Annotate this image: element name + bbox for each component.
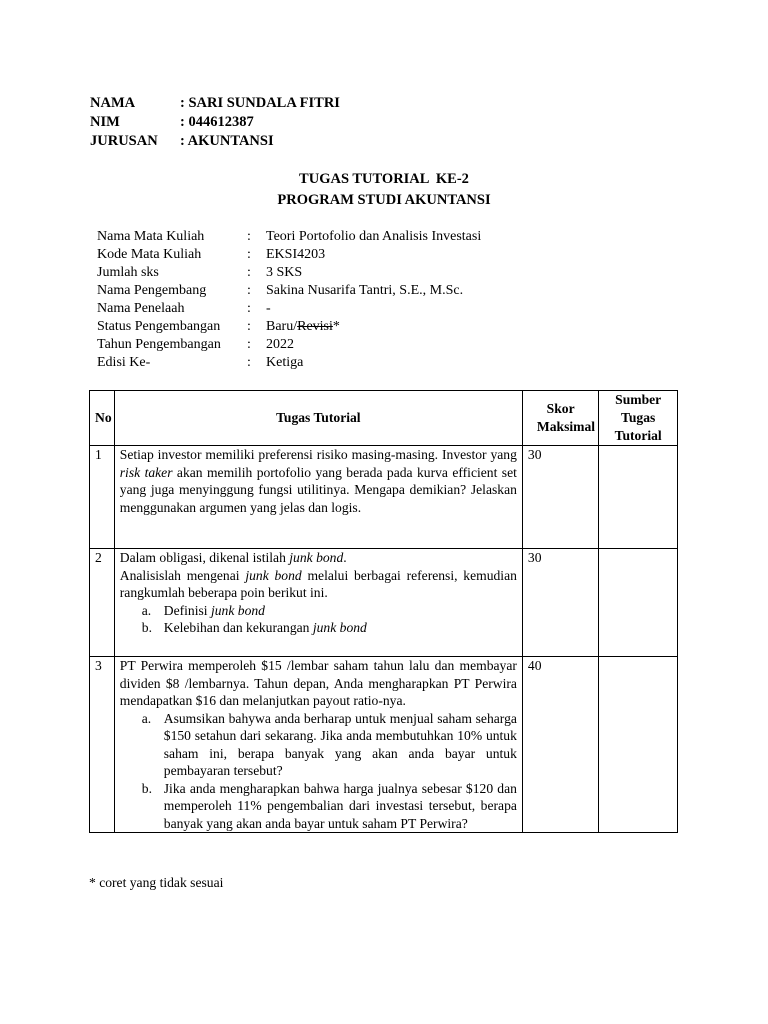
course-field-value: 2022	[266, 337, 294, 352]
text-run: Dalam obligasi, dikenal istilah	[119, 550, 290, 565]
text-run-italic: junk bond	[289, 550, 344, 565]
task-paragraph	[120, 446, 517, 516]
title-line-1: TUGAS TUTORIAL KE-2	[299, 171, 469, 187]
course-field-separator: :	[247, 283, 251, 298]
list-marker: a.	[141, 602, 152, 618]
course-field-label: Edisi Ke-	[97, 355, 151, 370]
list-item	[141, 710, 517, 780]
text-run: melalui berbagai referensi, kemudian rangkumlah beberapa poin berikut ini.	[119, 567, 517, 600]
document-title	[0, 169, 768, 211]
task-score: 30	[522, 446, 598, 549]
task-number: 3	[90, 657, 115, 833]
status-new: Baru/	[266, 319, 298, 334]
status-revision-struck: Revisi	[297, 319, 333, 334]
table-row	[90, 549, 678, 657]
course-field-separator: :	[247, 337, 251, 352]
student-nim-row	[90, 113, 340, 132]
student-field-value: : SARI SUNDALA FITRI	[180, 95, 340, 111]
text-run: .	[343, 550, 347, 565]
text-run: Asumsikan bahywa anda berharap untuk menjual saham seharga $150 setahun dari sekarang. Jika anda membutuhkan 10% untuk saham ini, berapa banyak yang akan anda bayar untuk pembayaran tersebut?	[163, 710, 517, 778]
list-item	[141, 780, 517, 833]
text-run-italic: junk bond	[210, 602, 265, 618]
footnote: * coret yang tidak sesuai	[89, 875, 224, 890]
list-marker: b.	[141, 620, 152, 635]
task-source	[599, 549, 678, 657]
course-field-label: Status Pengembangan	[97, 319, 221, 334]
text-run-italic: junk bond	[312, 620, 367, 635]
text-run: PT Perwira memperoleh $15 /lembar saham tahun lalu dan membayar dividen $8 /lembarnya. Tahun depan, Anda mengharapkan PT Perwira mendapatkan $16 dan melanjutkan payout ratio-nya.	[119, 658, 517, 708]
text-run: Kelebihan dan kekurangan	[163, 620, 313, 635]
text-run: Jika anda mengharapkan bahwa harga jualnya sebesar $120 dan memperoleh 11% pengembalian dari investasi tersebut, berapa banyak yang akan anda bayar untuk saham PT Perwira?	[163, 780, 517, 831]
course-field-value: Ketiga	[266, 355, 304, 370]
status-asterisk: *	[332, 319, 340, 334]
list-marker: a.	[141, 710, 152, 726]
tutorial-task-table	[89, 390, 678, 833]
title-line-2: PROGRAM STUDI AKUNTANSI	[277, 192, 491, 208]
text-run: Definisi	[163, 602, 211, 618]
task-source	[599, 657, 678, 833]
task-text	[114, 657, 522, 833]
course-field-value	[266, 318, 340, 336]
course-field-separator: :	[247, 301, 251, 316]
table-row	[90, 657, 678, 833]
header-task: Tugas Tutorial	[114, 391, 522, 446]
course-field-row	[97, 246, 481, 264]
course-field-separator: :	[247, 265, 251, 280]
course-field-label: Nama Pengembang	[97, 283, 207, 298]
task-source	[599, 446, 678, 549]
course-field-row	[97, 318, 481, 336]
text-run-italic: junk bond	[245, 567, 302, 583]
course-field-separator: :	[247, 319, 251, 334]
course-field-row	[97, 354, 481, 372]
course-field-value: Sakina Nusarifa Tantri, S.E., M.Sc.	[266, 283, 464, 298]
course-field-label: Jumlah sks	[97, 265, 159, 280]
course-field-row	[97, 300, 481, 318]
task-score: 30	[522, 549, 598, 657]
header-score: Skor Maksimal	[522, 391, 598, 446]
course-field-value: Teori Portofolio dan Analisis Investasi	[266, 229, 482, 244]
task-subitems	[120, 710, 517, 833]
list-item	[141, 602, 517, 620]
task-paragraph	[120, 567, 517, 602]
course-info	[97, 228, 481, 372]
course-field-row	[97, 336, 481, 354]
course-field-label: Tahun Pengembangan	[97, 337, 221, 352]
course-field-separator: :	[247, 229, 251, 244]
course-field-row	[97, 228, 481, 246]
course-field-label: Nama Mata Kuliah	[97, 229, 205, 244]
student-field-label: NAMA	[90, 95, 136, 111]
student-major-row	[90, 132, 340, 151]
student-field-value: : AKUNTANSI	[180, 133, 274, 149]
course-field-value: 3 SKS	[266, 265, 303, 280]
course-field-value: EKSI4203	[266, 247, 326, 262]
task-subitems	[120, 602, 517, 637]
student-field-label: JURUSAN	[90, 133, 158, 149]
task-score: 40	[522, 657, 598, 833]
table-header-row	[90, 391, 678, 446]
task-text	[114, 549, 522, 657]
student-field-value: : 044612387	[180, 114, 254, 130]
course-field-label: Kode Mata Kuliah	[97, 247, 202, 262]
text-run: Setiap investor memiliki preferensi risiko masing-masing. Investor yang	[119, 447, 517, 462]
course-field-row	[97, 282, 481, 300]
task-number: 1	[90, 446, 115, 549]
student-info	[90, 94, 340, 151]
table-row	[90, 446, 678, 549]
course-field-separator: :	[247, 355, 251, 370]
text-run-italic: risk taker	[119, 464, 173, 480]
task-number: 2	[90, 549, 115, 657]
task-paragraph	[120, 549, 517, 567]
student-name-row	[90, 94, 340, 113]
text-run: Analisislah mengenai	[119, 567, 246, 583]
task-text	[114, 446, 522, 549]
header-source: Sumber Tugas Tutorial	[599, 391, 678, 446]
course-field-separator: :	[247, 247, 251, 262]
header-no: No	[90, 391, 115, 446]
course-field-value: -	[266, 301, 271, 316]
list-marker: b.	[141, 780, 152, 796]
student-field-label: NIM	[90, 114, 120, 130]
text-run: akan memilih portofolio yang berada pada kurva efficient set yang juga menyinggung fungsi utilitinya. Mengapa demikian? Jelaskan menggunakan argumen yang jelas dan logis.	[119, 464, 517, 515]
task-paragraph	[120, 657, 517, 710]
list-item	[141, 619, 517, 637]
course-field-label: Nama Penelaah	[97, 301, 185, 316]
course-field-row	[97, 264, 481, 282]
